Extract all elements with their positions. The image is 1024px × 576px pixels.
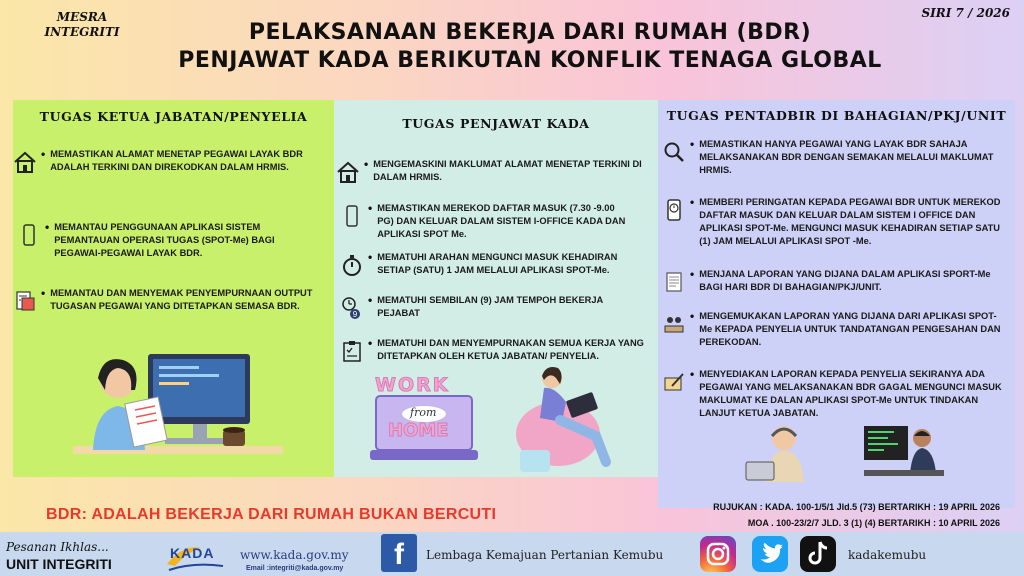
bdr-statement: BDR: ADALAH BEKERJA DARI RUMAH BUKAN BERCUTI (46, 506, 497, 523)
item-text: MENYEDIAKAN LAPORAN KEPADA PENYELIA SEKIRANYA ADA PEGAWAI YANG MELAKSANAKAN BDR GAGAL MENGUNCI MASUK MAKLUMAT KE DALAN APLIKASI SPOT-Me UNTUK TINDAKAN LANJUT KETUA JABATAN. (699, 369, 1002, 418)
list-item: • MENYEDIAKAN LAPORAN KEPADA PENYELIA SEKIRANYA ADA PEGAWAI YANG MELAKSANAKAN BDR GAGAL MENGUNCI MASUK MAKLUMAT KE DALAN APLIKASI SPOT-Me UNTUK TINDAKAN LANJUT KETUA JABATAN. (662, 368, 1002, 420)
work-label: WORK (375, 374, 450, 396)
list-item: • MENGEMUKAKAN LAPORAN YANG DIJANA DARI APLIKASI SPOT- Me KEPADA PENYELIA UNTUK TANDATANGAN PENGESAHAN DAN PEREKODAN. (662, 310, 1002, 349)
item-text: MENGEMUKAKAN LAPORAN YANG DIJANA DARI APLIKASI SPOT- Me KEPADA PENYELIA UNTUK TANDATANGAN PENGESAHAN DAN PEREKODAN. (699, 311, 1001, 347)
reference-line-1: RUJUKAN : KADA. 100-1/5/1 Jld.5 (73) BERTARIKH : 19 APRIL 2026 (713, 502, 1000, 512)
facebook-page-name[interactable]: Lembaga Kemajuan Pertanian Kemubu (426, 548, 664, 562)
reference-line-2: MOA . 100-23/2/7 JLD. 3 (1) (4) BERTARIKH : 10 APRIL 2026 (747, 518, 1000, 528)
corner-left-line1: MESRA (56, 10, 108, 24)
panel-ketua-jabatan (13, 100, 334, 477)
item-text: MEMANTAU DAN MENYEMAK PENYEMPURNAAN OUTPUT TUGASAN PEGAWAI YANG DITETAPKAN SEMASA BDR. (50, 288, 313, 311)
item-text: MENJANA LAPORAN YANG DIJANA DALAM APLIKASI SPORT-Me BAGI HARI BDR DI BAHAGIAN/PKJ/UNIT. (699, 269, 991, 292)
phone-icon (662, 198, 686, 222)
page-title-line2: PENJAWAT KADA BERIKUTAN KONFLIK TENAGA GLOBAL (178, 48, 882, 73)
phone-icon (340, 204, 364, 228)
list-item: • MEMASTIKAN ALAMAT MENETAP PEGAWAI LAYAK BDR ADALAH TERKINI DAN DIREKODKAN DALAM HRMIS. (13, 148, 318, 174)
old-man-laptop-illustration (744, 422, 820, 484)
meeting-icon (662, 312, 686, 336)
svg-text:9: 9 (352, 310, 358, 319)
report-icon (13, 289, 37, 313)
man-at-computer-illustration (864, 422, 944, 478)
instagram-icon[interactable] (700, 536, 736, 572)
list-item: • MEMANTAU PENGGUNAAN APLIKASI SISTEM PEMANTAUAN OPERASI TUGAS (SPOT-Me) BAGI PEGAWAI-PEGAWAI LAYAK BDR. (17, 221, 318, 260)
list-item: • MENJANA LAPORAN YANG DIJANA DALAM APLIKASI SPORT-Me BAGI HARI BDR DI BAHAGIAN/PKJ/UNIT. (662, 268, 1002, 294)
item-text: MEMATUHI SEMBILAN (9) JAM TEMPOH BEKERJA PEJABAT (377, 295, 603, 318)
house-icon (13, 150, 37, 174)
item-text: MEMBERI PERINGATAN KEPADA PEGAWAI BDR UNTUK MEREKOD DAFTAR MASUK DAN KELUAR DALAM SISTEM I OFFICE DAN APLIKASI SPOT-Me. MENGUNCI MASUK KEHADIRAN SETIAP SATU (1) JAM MELALUI APLIKASI SPOT -Me. (699, 197, 1001, 246)
facebook-icon[interactable]: f (381, 534, 417, 572)
list-item: • MEMATUHI DAN MENYEMPURNAKAN SEMUA KERJA YANG DITETAPKAN OLEH KETUA JABATAN/ PENYELIA. (340, 337, 646, 363)
woman-at-computer-illustration (73, 350, 283, 472)
unit-integriti-text: UNIT INTEGRITI (6, 556, 112, 572)
list-item: • MEMATUHI ARAHAN MENGUNCI MASUK KEHADIRAN SETIAP (SATU) 1 JAM MELALUI APLIKASI SPOT-Me. (340, 251, 646, 277)
phone-icon (17, 223, 41, 247)
list-item: • MEMANTAU DAN MENYEMAK PENYEMPURNAAN OUTPUT TUGASAN PEGAWAI YANG DITETAPKAN SEMASA BDR. (13, 287, 318, 313)
panel-title: TUGAS PENTADBIR DI BAHAGIAN/PKJ/UNIT (666, 108, 1007, 123)
pesanan-ikhlas-text: Pesanan Ikhlas... (6, 540, 109, 554)
document-icon (662, 270, 686, 294)
email-link[interactable]: Email :integriti@kada.gov.my (246, 565, 344, 572)
list-item: 9 • MEMATUHI SEMBILAN (9) JAM TEMPOH BEKERJA PEJABAT (340, 294, 630, 320)
panel-title: TUGAS KETUA JABATAN/PENYELIA (39, 109, 308, 124)
item-text: MEMANTAU PENGGUNAAN APLIKASI SISTEM PEMANTAUAN OPERASI TUGAS (SPOT-Me) BAGI PEGAWAI-PEGAWAI LAYAK BDR. (54, 222, 275, 258)
item-text: MEMASTIKAN ALAMAT MENETAP PEGAWAI LAYAK BDR ADALAH TERKINI DAN DIREKODKAN DALAM HRMIS. (50, 149, 303, 172)
item-text: MEMASTIKAN HANYA PEGAWAI YANG LAYAK BDR SAHAJA MELAKSANAKAN BDR DENGAN SEMAKAN MELALUI MAKLUMAT HRMIS. (699, 139, 994, 175)
list-item: • MENGEMASKINI MAKLUMAT ALAMAT MENETAP TERKINI DI DALAM HRMIS. (336, 158, 646, 184)
series-label: SIRI 7 / 2026 (921, 6, 1010, 20)
social-handle[interactable]: kadakemubu (848, 548, 927, 562)
website-link[interactable]: www.kada.gov.my (240, 548, 349, 562)
list-item: • MEMASTIKAN MEREKOD DAFTAR MASUK (7.30 -9.00 PG) DAN KELUAR DALAM SISTEM I-OFFICE KADA DAN APLIKASI SPOT Me. (340, 202, 630, 241)
item-text: MEMASTIKAN MEREKOD DAFTAR MASUK (7.30 -9.00 PG) DAN KELUAR DALAM SISTEM I-OFFICE KADA DAN APLIKASI SPOT Me. (377, 203, 626, 239)
panel-title: TUGAS PENJAWAT KADA (402, 116, 590, 131)
mesra-integriti-label (32, 10, 132, 40)
page-title-line1: PELAKSANAAN BEKERJA DARI RUMAH (BDR) (248, 20, 812, 45)
writing-icon (662, 370, 686, 394)
kada-logo-text: KADA (170, 545, 215, 561)
from-label: from (410, 406, 437, 419)
list-item: • MEMBERI PERINGATAN KEPADA PEGAWAI BDR UNTUK MEREKOD DAFTAR MASUK DAN KELUAR DALAM SISTEM I OFFICE DAN APLIKASI SPOT-Me. MENGUNCI MASUK KEHADIRAN SETIAP SATU (1) JAM MELALUI APLIKASI SPOT -Me. (662, 196, 1002, 248)
corner-left-line2: INTEGRITI (44, 25, 120, 39)
clock-icon (340, 296, 364, 320)
panel-pentadbir (658, 100, 1015, 508)
magnifier-icon (662, 140, 686, 164)
item-text: MEMATUHI DAN MENYEMPURNAKAN SEMUA KERJA YANG DITETAPKAN OLEH KETUA JABATAN/ PENYELIA. (377, 338, 644, 361)
woman-on-beanbag-illustration (510, 362, 620, 474)
home-label: HOME (388, 420, 449, 441)
twitter-icon[interactable] (752, 536, 788, 572)
item-text: MEMATUHI ARAHAN MENGUNCI MASUK KEHADIRAN SETIAP (SATU) 1 JAM MELALUI APLIKASI SPOT-Me. (377, 252, 618, 275)
checklist-icon (340, 339, 364, 363)
tiktok-icon[interactable] (800, 536, 836, 572)
house-icon (336, 160, 360, 184)
panel-penjawat-kada (334, 100, 658, 477)
item-text: MENGEMASKINI MAKLUMAT ALAMAT MENETAP TERKINI DI DALAM HRMIS. (373, 159, 642, 182)
list-item: • MEMASTIKAN HANYA PEGAWAI YANG LAYAK BDR SAHAJA MELAKSANAKAN BDR DENGAN SEMAKAN MELALUI MAKLUMAT HRMIS. (662, 138, 1002, 177)
stopwatch-icon (340, 253, 364, 277)
